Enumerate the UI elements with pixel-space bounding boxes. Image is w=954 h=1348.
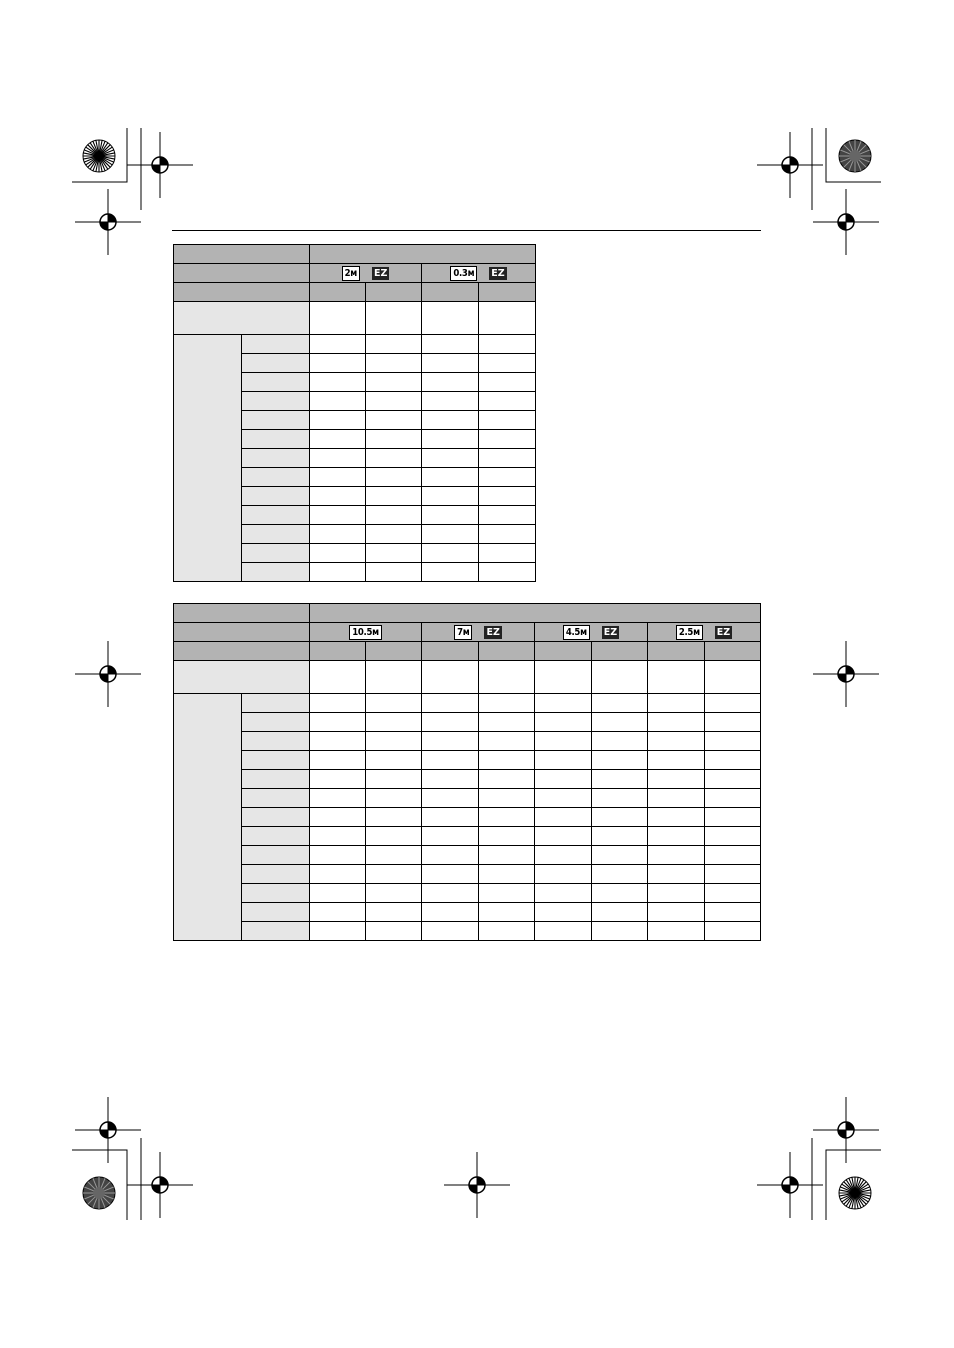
picture-size-cell [310,264,422,283]
picture-size-cell [422,623,535,642]
table-row [174,789,761,808]
table-row [174,283,536,302]
table-row [174,751,761,770]
table-row [174,732,761,751]
table-row [174,884,761,903]
table-row [174,846,761,865]
picture-size-icon: 10.5м [349,625,382,640]
table-cell [174,264,310,283]
recording-capacity-table-1 [173,244,536,582]
extended-zoom-icon: EZ [716,626,731,638]
table-row [174,623,761,642]
recording-capacity-table-2 [173,603,761,941]
table-row [174,642,761,661]
picture-size-cell [310,623,422,642]
table-row [174,335,536,354]
table-row [174,922,761,941]
extended-zoom-icon: EZ [373,267,388,279]
picture-size-icon: 4.5м [563,625,590,640]
picture-size-icon: 2.5м [676,625,703,640]
table-cell [174,245,310,264]
table-row [174,903,761,922]
picture-size-icon: 0.3м [450,266,477,281]
extended-zoom-icon: EZ [486,626,500,638]
table-row [174,302,536,335]
table-row [174,661,761,694]
table-row [174,713,761,732]
picture-size-cell [535,623,648,642]
table-row [174,808,761,827]
extended-zoom-icon: EZ [603,626,618,638]
table-cell [310,245,536,264]
table-row [174,865,761,884]
table-row [174,827,761,846]
picture-size-icon: 2м [342,266,360,281]
extended-zoom-icon: EZ [491,267,505,279]
table-row [174,245,536,264]
picture-size-icon: 7м [454,625,472,640]
table-row [174,694,761,713]
header-rule [172,230,761,231]
table-row [174,264,536,283]
picture-size-cell [422,264,536,283]
table-row [174,604,761,623]
table-row [174,770,761,789]
picture-size-cell [648,623,761,642]
